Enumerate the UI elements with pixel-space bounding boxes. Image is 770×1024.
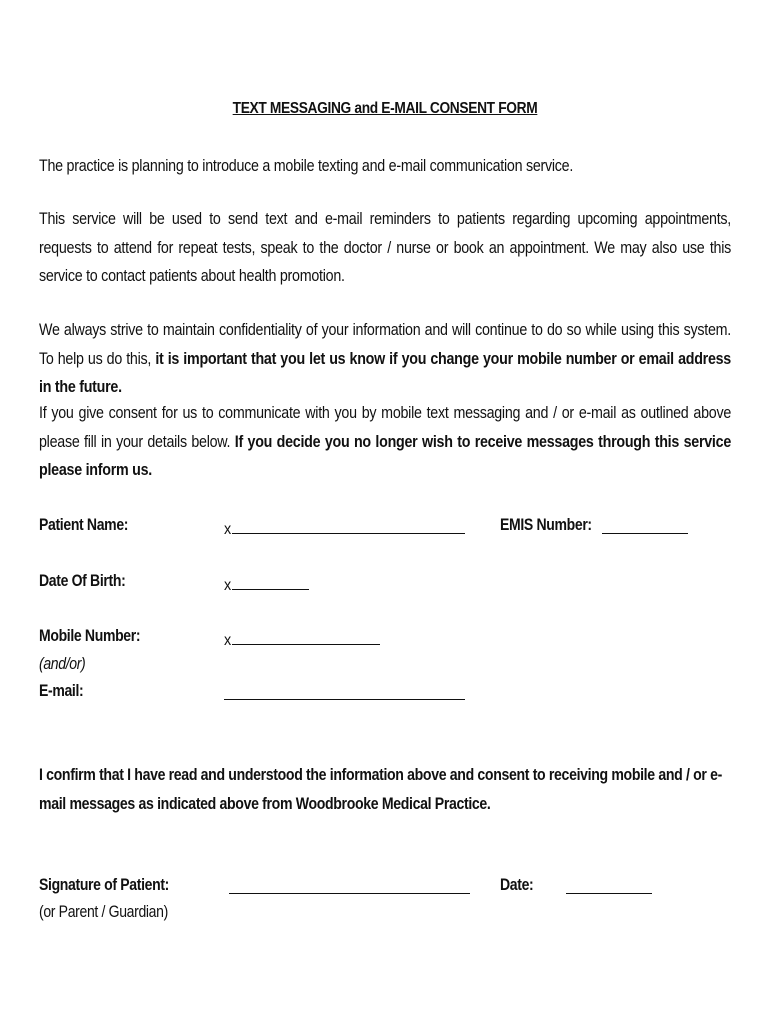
dob-marker: x — [224, 577, 231, 594]
confidentiality-text — [39, 316, 731, 402]
confidentiality-bold-text: it is important that you let us know if you change your mobile number or email address in the future. — [39, 349, 732, 396]
dob-label: Date Of Birth: — [39, 572, 126, 590]
emis-number-field[interactable] — [602, 518, 688, 539]
mobile-number-marker: x — [224, 632, 231, 649]
email-line — [224, 684, 465, 700]
consent-text — [39, 399, 731, 485]
mobile-number-label: Mobile Number: — [39, 627, 141, 645]
date-field[interactable] — [566, 878, 652, 899]
confirmation-text: I confirm that I have read and understood the information above and consent to receiving mobile and / or e-mail messages as indicated above from Woodbrooke Medical Practice. — [39, 766, 722, 813]
intro-paragraph — [39, 152, 730, 181]
usage-text: This service will be used to send text and e-mail reminders to patients regarding upcoming appointments, requests to attend for repeat tests, speak to the doctor / nurse or book an appointment. We may also use this service to contact patients about health promotion. — [39, 210, 731, 285]
patient-name-label: Patient Name: — [39, 516, 129, 534]
intro-text: The practice is planning to introduce a mobile texting and e-mail communication service. — [39, 157, 574, 175]
emis-number-line — [602, 518, 688, 534]
date-line — [566, 878, 652, 894]
confidentiality-paragraph — [39, 316, 730, 402]
signature-field[interactable] — [229, 878, 470, 899]
signature-label: Signature of Patient: — [39, 876, 170, 894]
signature-line — [229, 878, 470, 894]
consent-paragraph — [39, 399, 730, 485]
patient-name-marker: x — [224, 521, 231, 538]
mobile-number-field[interactable] — [224, 629, 380, 650]
email-field[interactable] — [224, 684, 465, 705]
form-title: TEXT MESSAGING and E-MAIL CONSENT FORM — [232, 100, 538, 117]
consent-plain-text: If you give consent for us to communicate with you by mobile text messaging and / or e-mail as outlined above please fill in your details below. — [39, 404, 731, 451]
patient-name-line — [232, 518, 465, 534]
emis-number-label: EMIS Number: — [500, 516, 592, 534]
confidentiality-plain-text: We always strive to maintain confidentiality of your information and will continue to do so while using this system. To help us do this, — [39, 321, 731, 368]
confirmation-statement — [39, 761, 730, 818]
patient-name-field[interactable] — [224, 518, 465, 539]
dob-line — [232, 574, 309, 590]
date-label: Date: — [500, 876, 534, 894]
dob-field[interactable] — [224, 574, 309, 595]
guardian-label: (or Parent / Guardian) — [39, 903, 168, 921]
usage-paragraph — [39, 205, 730, 291]
mobile-number-line — [232, 629, 380, 645]
consent-bold-text: If you decide you no longer wish to receive messages through this service please inform us. — [39, 432, 732, 479]
email-label: E-mail: — [39, 682, 84, 700]
and-or-label: (and/or) — [39, 655, 86, 673]
